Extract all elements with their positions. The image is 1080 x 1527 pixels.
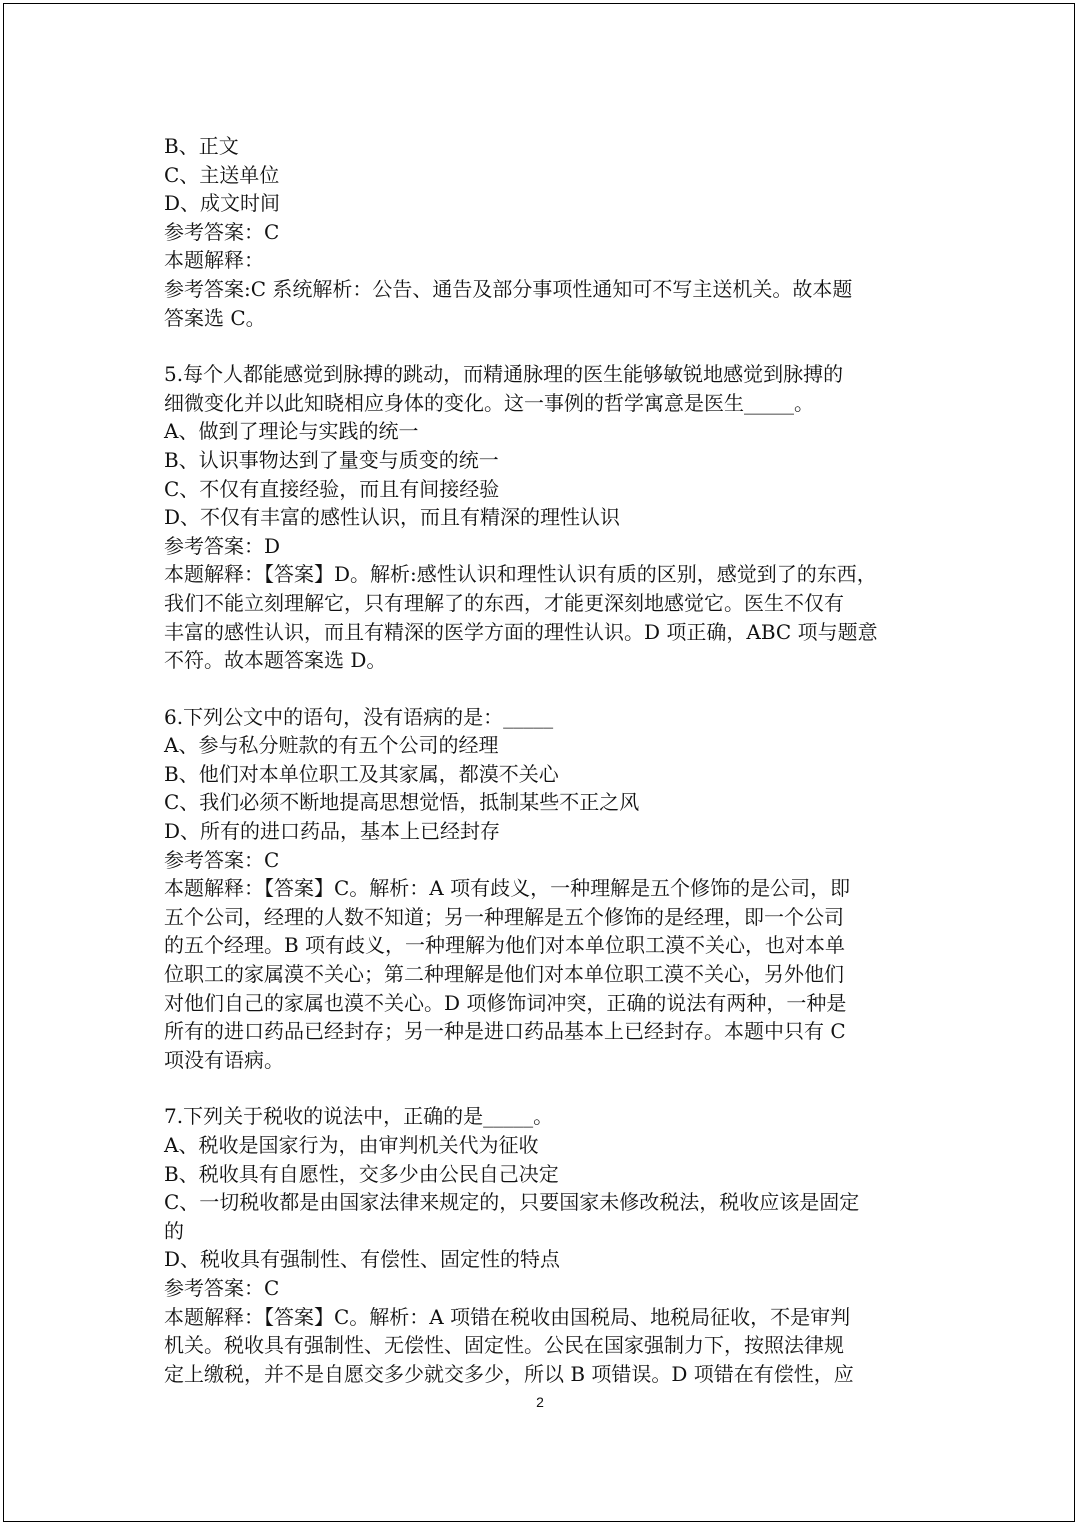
option-a: A、做到了理论与实践的统一 (164, 419, 419, 444)
spacer (164, 1074, 924, 1102)
option-c: C、不仅有直接经验，而且有间接经验 (164, 476, 500, 501)
option-a: A、参与私分赃款的有五个公司的经理 (164, 733, 499, 758)
explanation-line: 我们不能立刻理解它，只有理解了的东西，才能更深刻地感觉它。医生不仅有 (164, 590, 844, 615)
option-d: D、不仅有丰富的感性认识，而且有精深的理性认识 (164, 505, 621, 530)
explanation-line: 不符。故本题答案选 D。 (164, 648, 387, 673)
explanation-line: 五个公司，经理的人数不知道；另一种理解是五个修饰的是经理，即一个公司 (164, 904, 844, 929)
explanation-line: 丰富的感性认识，而且有精深的医学方面的理性认识。D 项正确，ABC 项与题意 (164, 619, 878, 644)
explanation-line: 本题解释：【答案】C。解析：A 项有歧义，一种理解是五个修饰的是公司，即 (164, 876, 851, 901)
explanation-label: 本题解释： (164, 248, 264, 273)
page-content (164, 132, 924, 1388)
answer: 参考答案：D (164, 533, 281, 558)
question-6 (164, 703, 924, 1075)
option-d: D、所有的进口药品，基本上已经封存 (164, 819, 501, 844)
question-stem: 细微变化并以此知晓相应身体的变化。这一事例的哲学寓意是医生_____。 (164, 390, 814, 415)
question-5 (164, 360, 924, 675)
option-c-continued: 的 (164, 1218, 184, 1243)
option-b: B、认识事物达到了量变与质变的统一 (164, 447, 499, 472)
explanation-line: 本题解释：【答案】C。解析：A 项错在税收由国税局、地税局征收，不是审判 (164, 1304, 851, 1329)
answer: 参考答案：C (164, 1275, 280, 1300)
explanation-line: 所有的进口药品已经封存；另一种是进口药品基本上已经封存。本题中只有 C (164, 1019, 846, 1044)
explanation-line: 机关。税收具有强制性、无偿性、固定性。公民在国家强制力下，按照法律规 (164, 1333, 844, 1358)
explanation-line: 对他们自己的家属也漠不关心。D 项修饰词冲突，正确的说法有两种，一种是 (164, 990, 847, 1015)
option-c: C、我们必须不断地提高思想觉悟，抵制某些不正之风 (164, 790, 640, 815)
answer: 参考答案：C (164, 847, 280, 872)
explanation-line: 定上缴税，并不是自愿交多少就交多少，所以 B 项错误。D 项错在有偿性，应 (164, 1361, 854, 1386)
question-stem: 7.下列关于税收的说法中，正确的是_____。 (164, 1104, 554, 1129)
option-a: A、税收是国家行为，由审判机关代为征收 (164, 1133, 539, 1157)
option-b: B、税收具有自愿性，交多少由公民自己决定 (164, 1161, 559, 1186)
option-b: B、他们对本单位职工及其家属，都漠不关心 (164, 761, 559, 786)
explanation-line: 位职工的家属漠不关心；第二种理解是他们对本单位职工漠不关心，另外他们 (164, 962, 844, 987)
explanation-line: 的五个经理。B 项有歧义，一种理解为他们对本单位职工漠不关心，也对本单 (164, 933, 846, 958)
page-number: 2 (536, 1394, 544, 1410)
explanation-line: 答案选 C。 (164, 305, 266, 330)
option-d: D、税收具有强制性、有偿性、固定性的特点 (164, 1247, 561, 1272)
question-7 (164, 1102, 924, 1388)
spacer (164, 675, 924, 703)
spacer (164, 332, 924, 360)
explanation-line: 项没有语病。 (164, 1047, 284, 1072)
answer: 参考答案：C (164, 219, 280, 244)
option-b: B、正文 (164, 134, 239, 158)
explanation-line: 本题解释：【答案】D。解析:感性认识和理性认识有质的区别，感觉到了的东西， (164, 562, 877, 587)
option-c: C、一切税收都是由国家法律来规定的，只要国家未修改税法，税收应该是固定 (164, 1190, 860, 1215)
option-d: D、成文时间 (164, 191, 281, 216)
explanation-line: 参考答案:C 系统解析：公告、通告及部分事项性通知可不写主送机关。故本题 (164, 276, 853, 301)
option-c: C、主送单位 (164, 162, 280, 187)
question-4-tail (164, 132, 924, 332)
question-stem: 5.每个人都能感觉到脉搏的跳动，而精通脉理的医生能够敏锐地感觉到脉搏的 (164, 362, 844, 387)
document-page (3, 3, 1075, 1522)
question-stem: 6.下列公文中的语句，没有语病的是：_____ (164, 704, 554, 729)
